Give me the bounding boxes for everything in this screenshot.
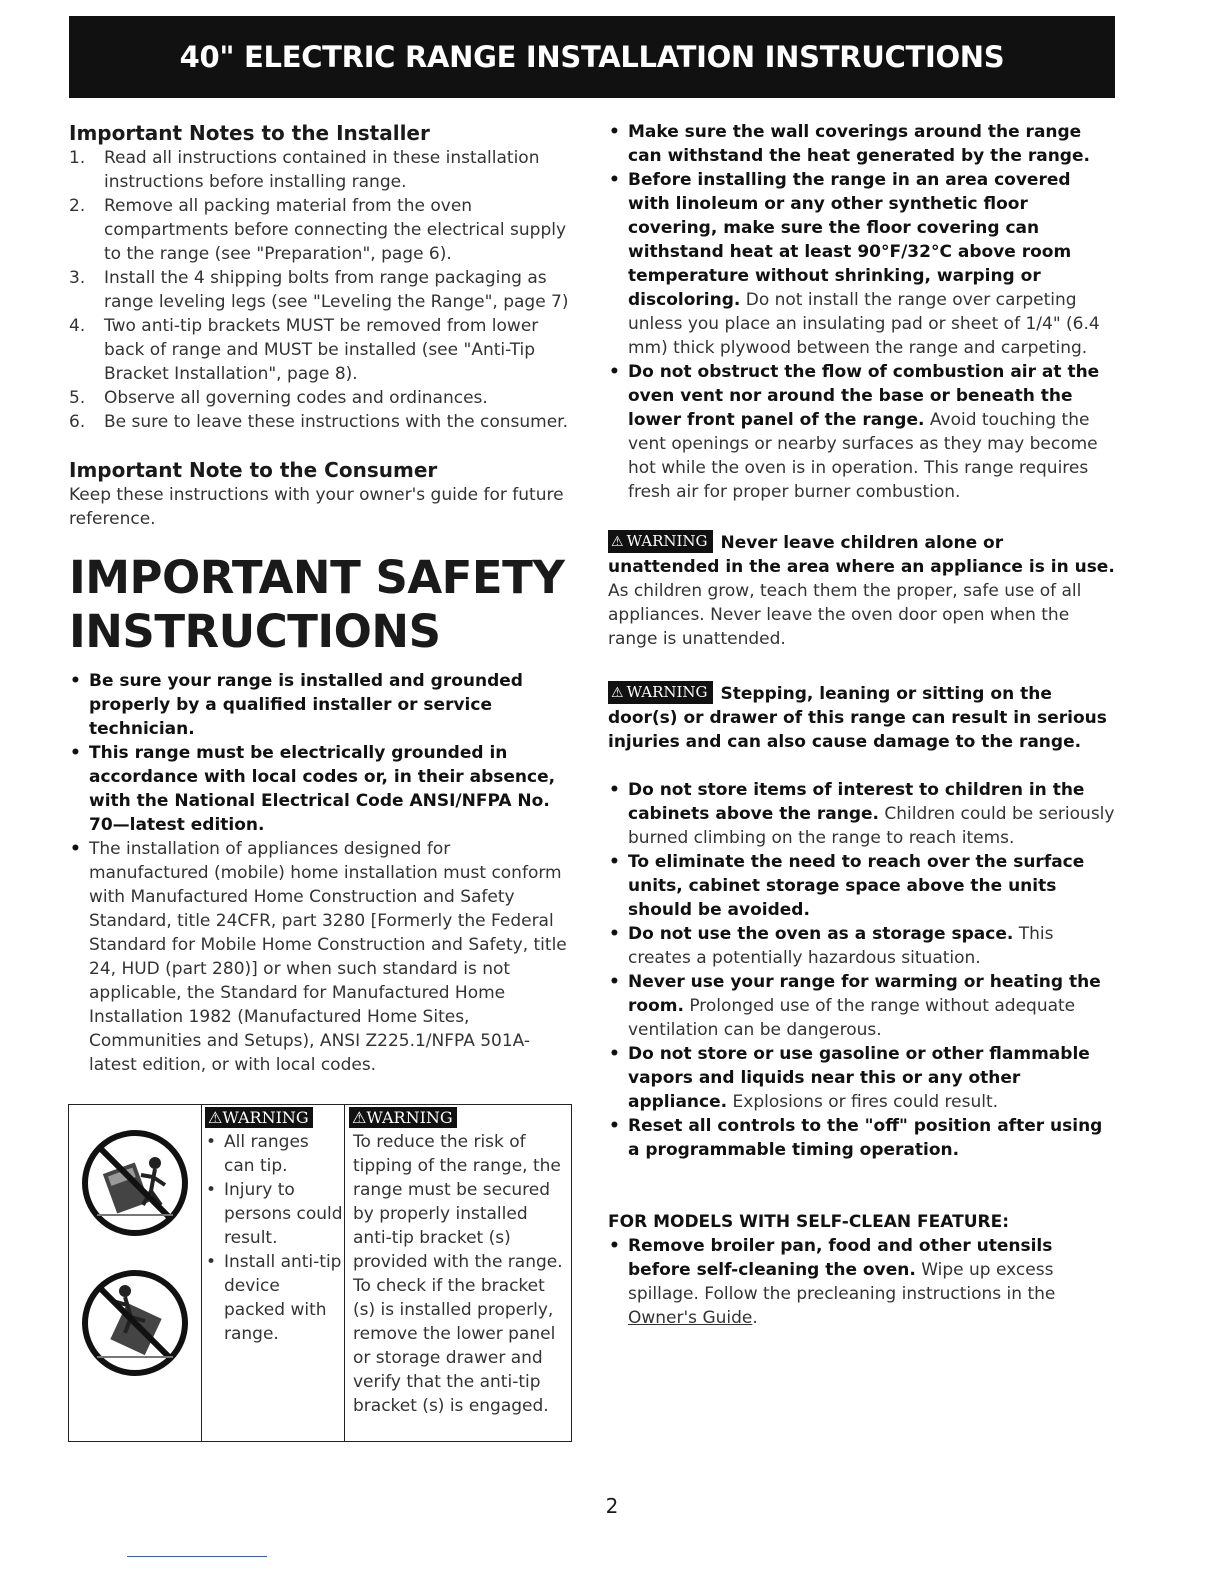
header-title: 40" ELECTRIC RANGE INSTALLATION INSTRUCTIONS <box>179 40 1005 74</box>
list-item <box>69 741 574 837</box>
body-text: The installation of appliances designed for manufactured (mobile) home installation must conform with Manufactured Home Construction and Safety Standard, title 24CFR, part 3280 [Formerly the Federal Standard for Mobile Home Construction and Safety, title 24, HUD (part 280)] or when such standard is not applicable, the Standard for Manufactured Home Installation 1982 (Manufactured Home Sites, Communities and Setups), ANSI Z225.1/NFPA 501A-latest edition, or with local codes. <box>89 839 567 1075</box>
list-item <box>69 266 574 314</box>
item-text: Remove all packing material from the oven compartments before connecting the electrical supply to the range (see "Preparation", page 6). <box>104 196 567 264</box>
item-number: 2. <box>69 196 86 216</box>
item-text: Two anti-tip brackets MUST be removed from lower back of range and MUST be installed (see "Anti-Tip Bracket Installation", page 8). <box>104 316 539 384</box>
item-text: Be sure to leave these instructions with the consumer. <box>104 412 568 432</box>
warning-label: WARNING <box>626 683 708 701</box>
item-number: 3. <box>69 268 86 288</box>
item-number: 1. <box>69 148 86 168</box>
bold-text: Never leave children alone or unattended in the area where an appliance is in use. <box>608 533 1115 577</box>
list-item: • Install anti-tip device packed with range. <box>204 1250 344 1346</box>
body-text: Do not install the range over carpeting unless you place an insulating pad or sheet of 1/4" (6.4 mm) thick plywood between the range and carpeting. <box>628 290 1100 358</box>
anti-tip-warning-box <box>68 1104 572 1442</box>
page-number: 2 <box>605 1494 619 1518</box>
item-text: Read all instructions contained in these installation instructions before installing range. <box>104 148 540 192</box>
safety-list-continued <box>608 120 1118 504</box>
warning-triangle-icon: ⚠ <box>208 1108 223 1127</box>
list-item <box>608 168 1118 360</box>
bold-text: Remove broiler pan, food and other utensils before self-cleaning the oven. <box>628 1236 1053 1280</box>
footer-divider <box>127 1556 267 1557</box>
list-item <box>608 778 1118 850</box>
owners-guide-link[interactable]: Owner's Guide <box>628 1308 753 1328</box>
bold-text: This range must be electrically grounded in accordance with local codes or, in their absence, with the National Electrical Code ANSI/NFPA No. 70—latest edition. <box>89 743 556 835</box>
list-item <box>69 314 574 386</box>
list-item <box>69 410 574 434</box>
list-item <box>69 837 574 1077</box>
warning-triangle-icon: ⚠ <box>611 534 624 550</box>
item-text: Install the 4 shipping bolts from range packaging as range leveling legs (see "Leveling the Range", page 7) <box>104 268 569 312</box>
no-tipping-range-icon <box>85 1133 185 1233</box>
warning-badge <box>205 1107 313 1128</box>
bold-text: Before installing the range in an area covered with linoleum or any other synthetic floor covering, make sure the floor covering can withstand heat at least 90°F/32°C above room temperature without shrinking, warping or discoloring. <box>628 170 1072 310</box>
page-header <box>69 16 1115 98</box>
left-column <box>69 120 574 1077</box>
safety-list <box>69 669 574 1077</box>
item-text: Observe all governing codes and ordinances. <box>104 388 488 408</box>
body-text: Children could be seriously burned climbing on the range to reach items. <box>628 804 1115 848</box>
warning-triangle-icon: ⚠ <box>352 1108 367 1127</box>
body-text: . <box>752 1308 758 1328</box>
list-item <box>69 669 574 741</box>
list-item <box>608 120 1118 168</box>
warning-label: WARNING <box>366 1108 453 1127</box>
warning-triangle-icon: ⚠ <box>611 685 624 701</box>
list-item <box>608 1234 1118 1330</box>
tip-over-pictogram-icon <box>69 1105 201 1440</box>
safety-heading: IMPORTANT SAFETY INSTRUCTIONS <box>69 551 565 658</box>
warning-label: WARNING <box>222 1108 309 1127</box>
bold-text: Do not obstruct the flow of combustion air at the oven vent nor around the base or beneath the lower front panel of the range. <box>628 362 1100 430</box>
warning-middle-cell <box>201 1105 345 1441</box>
bold-text: Do not store items of interest to children in the cabinets above the range. <box>628 780 1085 824</box>
warning-list <box>201 1130 344 1346</box>
warning-label: WARNING <box>626 532 708 550</box>
bold-text: Do not store or use gasoline or other flammable vapors and liquids near this or any other appliance. <box>628 1044 1090 1112</box>
list-item <box>69 146 574 194</box>
consumer-text: Keep these instructions with your owner's guide for future reference. <box>69 485 564 529</box>
item-number: 5. <box>69 388 86 408</box>
body-text: Explosions or fires could result. <box>727 1092 999 1112</box>
body-text: Wipe up excess spillage. Follow the precleaning instructions in the <box>628 1260 1056 1304</box>
warning-badge <box>608 681 713 704</box>
warning-pictograms <box>69 1105 202 1441</box>
list-item <box>69 386 574 410</box>
right-column <box>608 120 1118 1330</box>
no-climbing-icon <box>85 1273 185 1373</box>
self-clean-list <box>608 1234 1118 1330</box>
installer-heading: Important Notes to the Installer <box>69 121 430 145</box>
self-clean-heading: FOR MODELS WITH SELF-CLEAN FEATURE: <box>608 1212 1010 1232</box>
bold-text: Make sure the wall coverings around the range can withstand the heat generated by the range. <box>628 122 1090 166</box>
list-item <box>608 1114 1118 1162</box>
consumer-heading: Important Note to the Consumer <box>69 458 438 482</box>
bold-text: Do not use the oven as a storage space. <box>628 924 1014 944</box>
bold-text: Stepping, leaning or sitting on the door(s) or drawer of this range can result in serious injuries and can also cause damage to the range. <box>608 684 1107 752</box>
anti-tip-text: To reduce the risk of tipping of the range, the range must be secured by properly installed anti-tip bracket (s) provided with the range. To check if the bracket (s) is installed properly, remove the lower panel or storage drawer and verify that the anti-tip bracket (s) is engaged. <box>353 1132 563 1416</box>
list-item <box>608 360 1118 504</box>
list-item <box>608 970 1118 1042</box>
list-item: • Injury to persons could result. <box>204 1178 344 1250</box>
list-item <box>608 1042 1118 1114</box>
body-text: As children grow, teach them the proper, safe use of all appliances. Never leave the oven door open when the range is unattended. <box>608 581 1082 649</box>
installer-notes-list <box>69 146 574 434</box>
bold-text: Reset all controls to the "off" position after using a programmable timing operation. <box>628 1116 1103 1160</box>
list-item <box>608 850 1118 922</box>
warning-badge <box>608 530 713 553</box>
body-text: Prolonged use of the range without adequate ventilation can be dangerous. <box>628 996 1076 1040</box>
list-item <box>69 194 574 266</box>
bold-text: Be sure your range is installed and grounded properly by a qualified installer or service technician. <box>89 671 523 739</box>
list-item: • All ranges can tip. <box>204 1130 344 1178</box>
children-warning <box>608 530 1118 651</box>
body-text: Avoid touching the vent openings or nearby surfaces as they may become hot while the oven is in operation. This range requires fresh air for proper burner combustion. <box>628 410 1098 502</box>
warning-badge <box>349 1107 457 1128</box>
list-item <box>608 922 1118 970</box>
children-safety-list <box>608 778 1118 1162</box>
body-text: This creates a potentially hazardous situation. <box>628 924 1054 968</box>
item-number: 6. <box>69 412 86 432</box>
bold-text: To eliminate the need to reach over the surface units, cabinet storage space above the units should be avoided. <box>628 852 1085 920</box>
bold-text: Never use your range for warming or heating the room. <box>628 972 1101 1016</box>
door-warning <box>608 681 1118 754</box>
item-number: 4. <box>69 316 86 336</box>
warning-right-cell <box>345 1105 571 1441</box>
